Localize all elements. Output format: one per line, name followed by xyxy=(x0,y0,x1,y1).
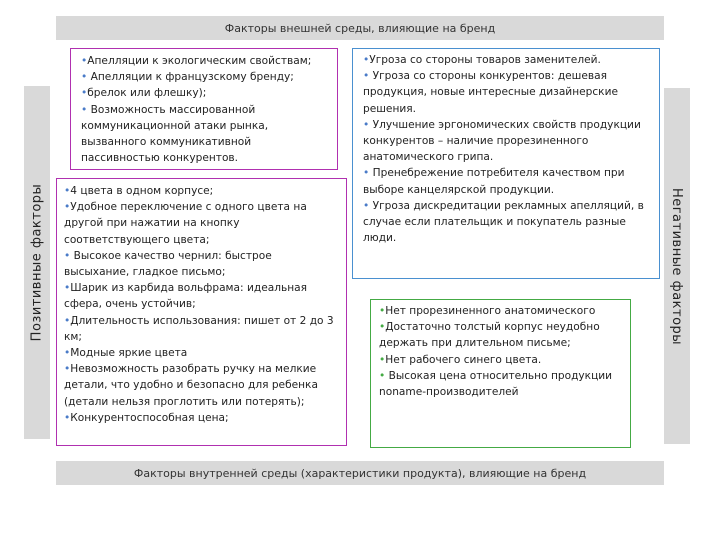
list-item: •Угроза со стороны товаров заменителей. xyxy=(363,54,601,66)
list-item: • Угроза со стороны конкурентов: дешевая продукция, новые интересные дизайнерские решения. xyxy=(363,70,618,115)
list-item: •Модные яркие цвета xyxy=(64,347,188,360)
list-item: • Возможность массированной коммуникационной атаки рынка, вызванного коммуникативной пассивностью конкурентов. xyxy=(81,103,269,165)
external-factors-title: Факторы внешней среды, влияющие на бренд xyxy=(224,21,496,35)
list-item: • Апелляции к французскому бренду; xyxy=(81,71,294,84)
list-item: • Высокая цена относительно продукции noname-производителей xyxy=(379,369,613,399)
list-item: •4 цвета в одном корпусе; xyxy=(64,185,214,197)
list-item: •Нет прорезиненного анатомического xyxy=(379,305,596,317)
list-item: •Длительность использования: пишет от 2 до 3 км; xyxy=(64,314,334,343)
external-positive-box xyxy=(70,48,338,170)
list-item: •Удобное переключение с одного цвета на другой при нажатии на кнопку соответствующего цвета; xyxy=(64,201,307,246)
list-item: •Нет рабочего синего цвета. xyxy=(379,353,542,366)
internal-positive-box xyxy=(56,178,347,446)
list-item: • Высокое качество чернил: быстрое высыхание, гладкое письмо; xyxy=(64,249,272,279)
list-item: •брелок или флешку); xyxy=(81,87,207,100)
list-item: • Угроза дискредитации рекламных апелляций, в случае если плательщик и покупатель разные люди. xyxy=(363,199,644,245)
list-item: •Достаточно толстый корпус неудобно держать при длительном письме; xyxy=(379,321,600,350)
list-item: • Улучшение эргономических свойств продукции конкурентов – наличие прорезиненного анатомического грипа. xyxy=(363,118,641,164)
list-item: • Пренебрежение потребителя качеством при выборе канцелярской продукции. xyxy=(363,167,625,196)
internal-factors-title: Факторы внутренней среды (характеристики продукта), влияющие на бренд xyxy=(133,466,587,480)
list-item: •Шарик из карбида вольфрама: идеальная сфера, очень устойчив; xyxy=(64,282,308,311)
list-item: •Апелляции к экологическим свойствам; xyxy=(81,55,312,67)
internal-factors-footer xyxy=(56,461,664,485)
list-item: •Конкурентоспособная цена; xyxy=(64,411,229,424)
negative-factors-text: Негативные факторы xyxy=(669,187,685,345)
positive-factors-label xyxy=(24,86,50,439)
negative-factors-label xyxy=(664,88,690,444)
internal-negative-box xyxy=(370,299,631,448)
external-factors-header xyxy=(56,16,664,40)
external-negative-box xyxy=(352,48,660,279)
list-item: •Невозможность разобрать ручку на мелкие детали, что удобно и безопасно для ребенка (детали нельзя проглотить или потерять); xyxy=(64,363,318,408)
positive-factors-text: Позитивные факторы xyxy=(29,183,45,342)
